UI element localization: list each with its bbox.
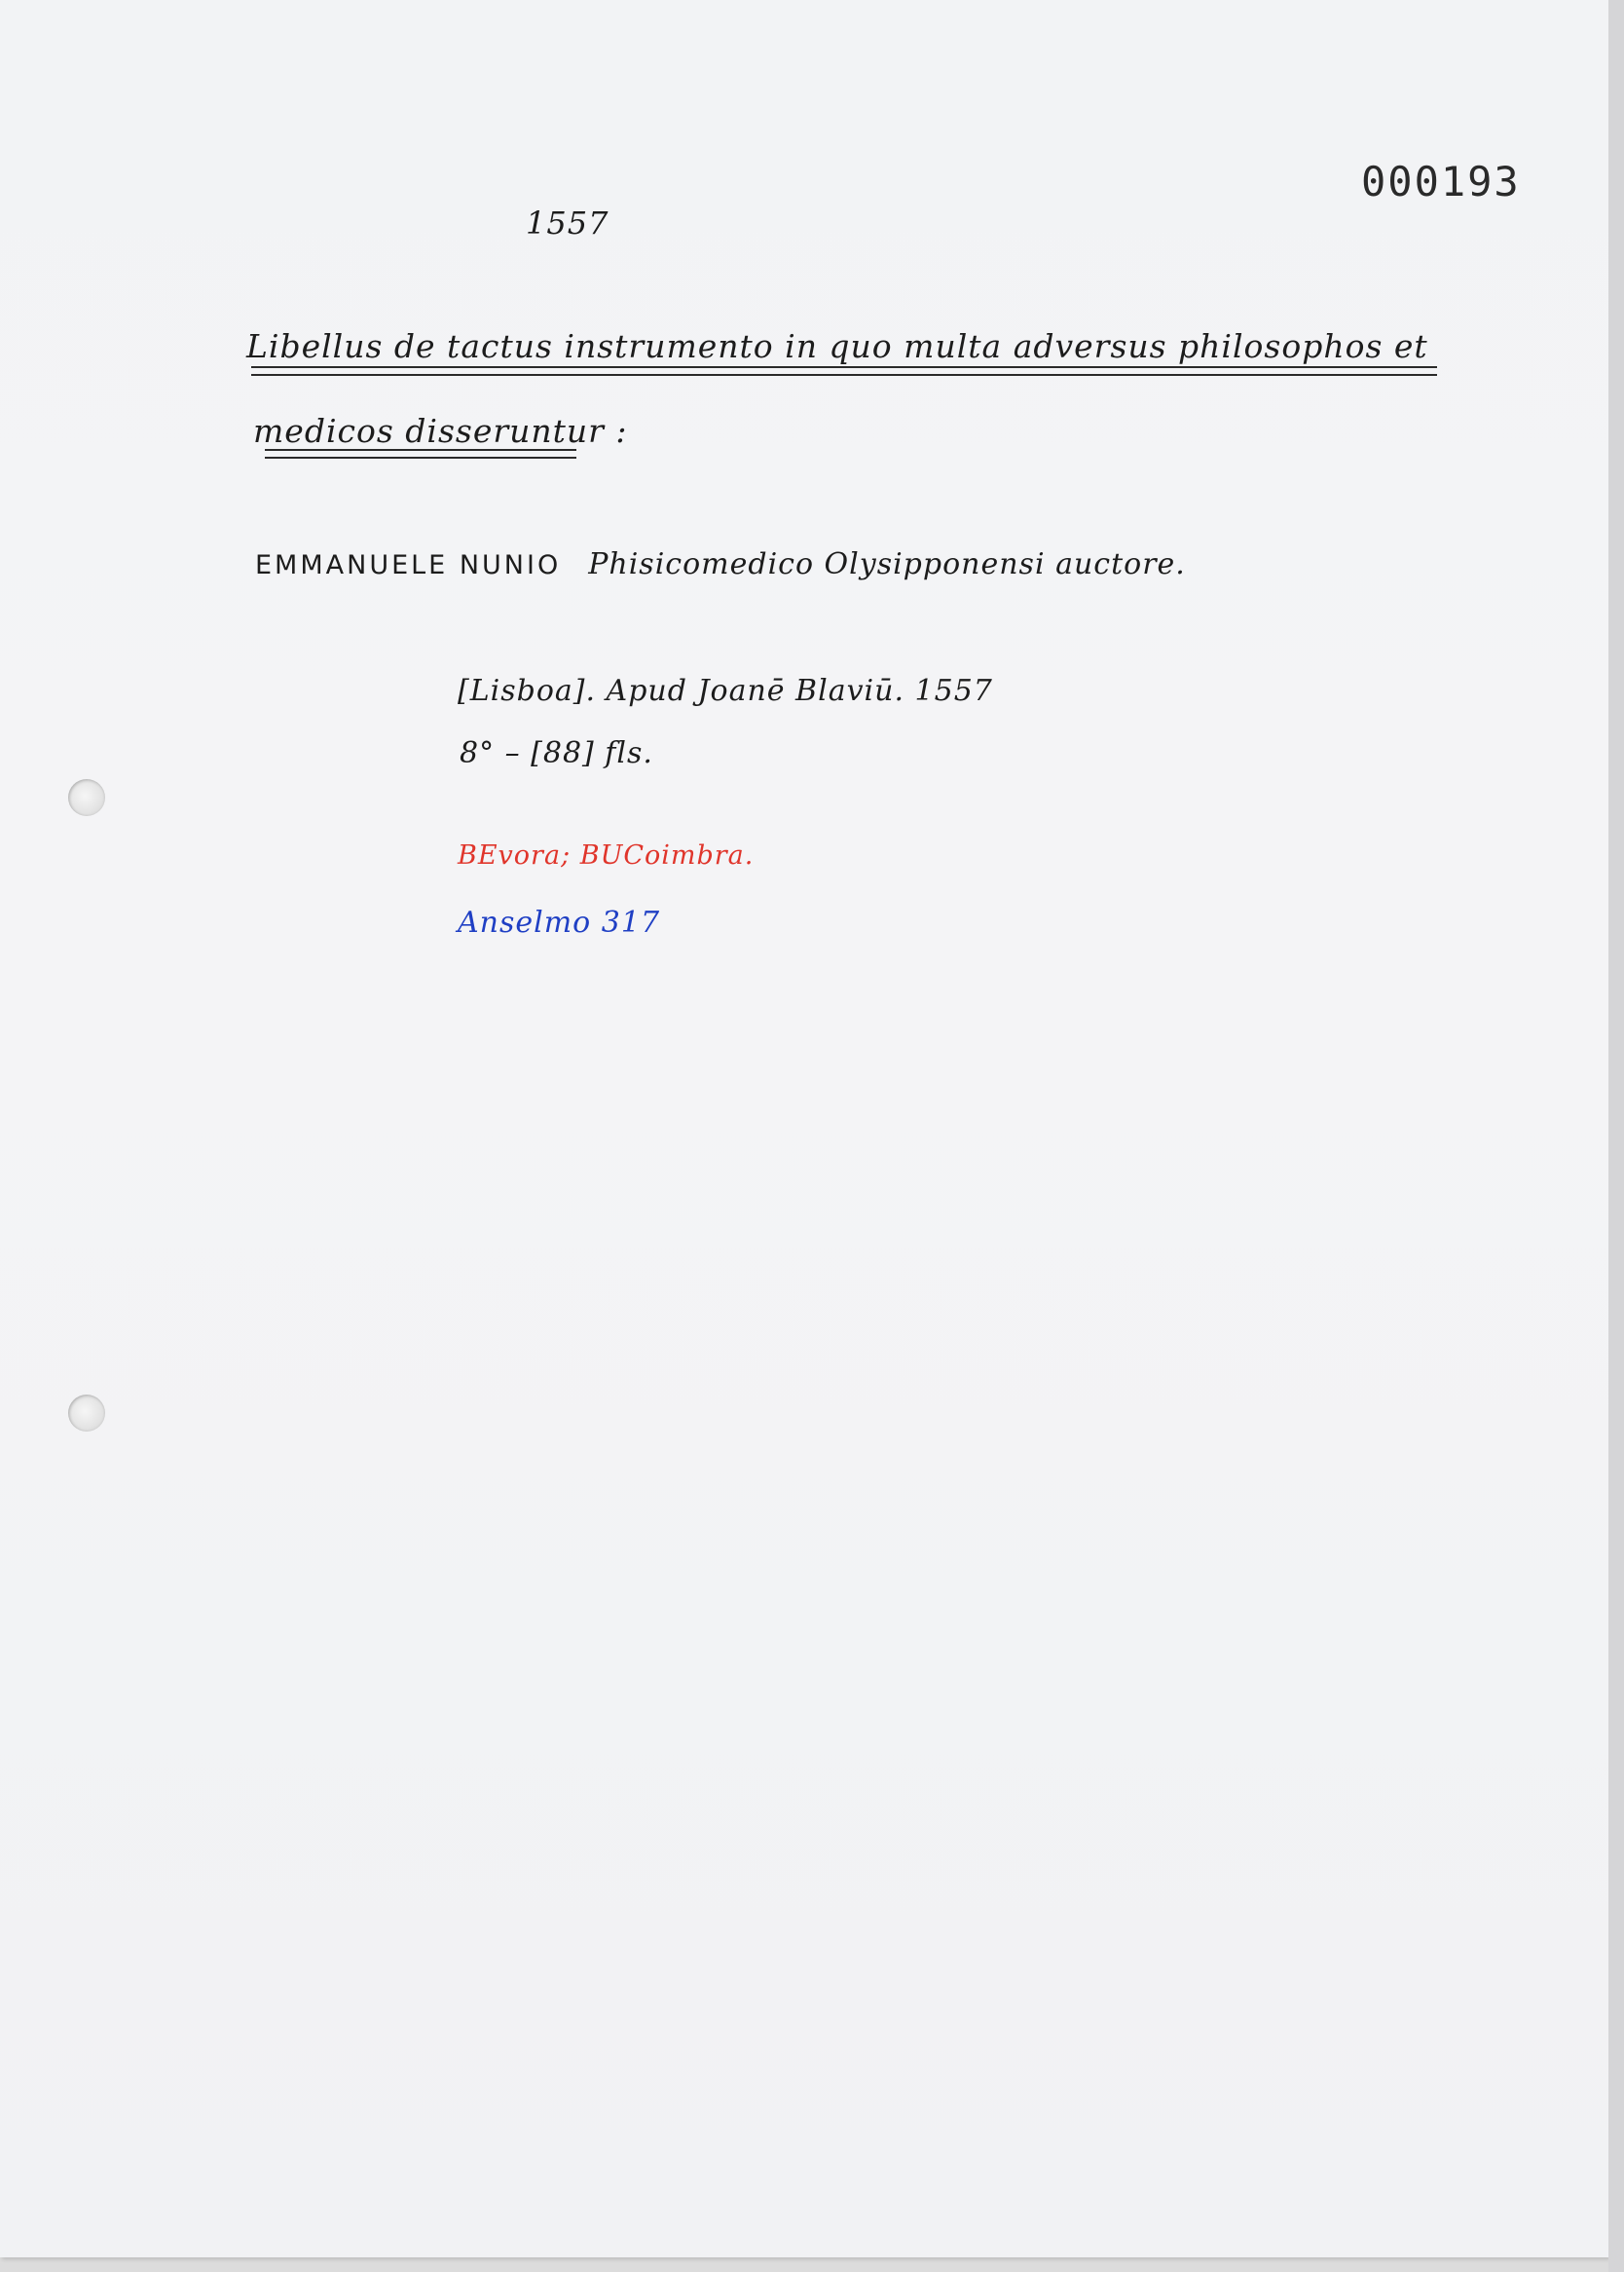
holdings-libraries: BEvora; BUCoimbra.: [458, 840, 755, 871]
imprint-place-publisher: [Lisboa]. Apud Joanē Blaviū. 1557: [458, 674, 993, 708]
author-line: [255, 547, 1186, 581]
imprint-format: 8° – [88] fls.: [460, 736, 653, 770]
punch-hole-upper: [68, 779, 105, 816]
punch-hole-lower: [68, 1395, 105, 1432]
year-heading: 1557: [526, 205, 609, 242]
title-line-2-underline: [265, 449, 576, 459]
title-line-1: Libellus de tactus instrumento in quo multa adversus philosophos et: [246, 327, 1428, 365]
stamp-number: 000193: [1361, 158, 1521, 205]
holdings-reference: Anselmo 317: [458, 906, 661, 940]
page-edge-shadow: [1608, 0, 1624, 2272]
author-description: Phisicomedico Olysipponensi auctore.: [588, 547, 1186, 581]
author-name: EMMANUELE NUNIO: [255, 550, 562, 580]
title-line-1-underline: [251, 366, 1437, 376]
title-line-2: medicos disseruntur :: [253, 412, 628, 450]
